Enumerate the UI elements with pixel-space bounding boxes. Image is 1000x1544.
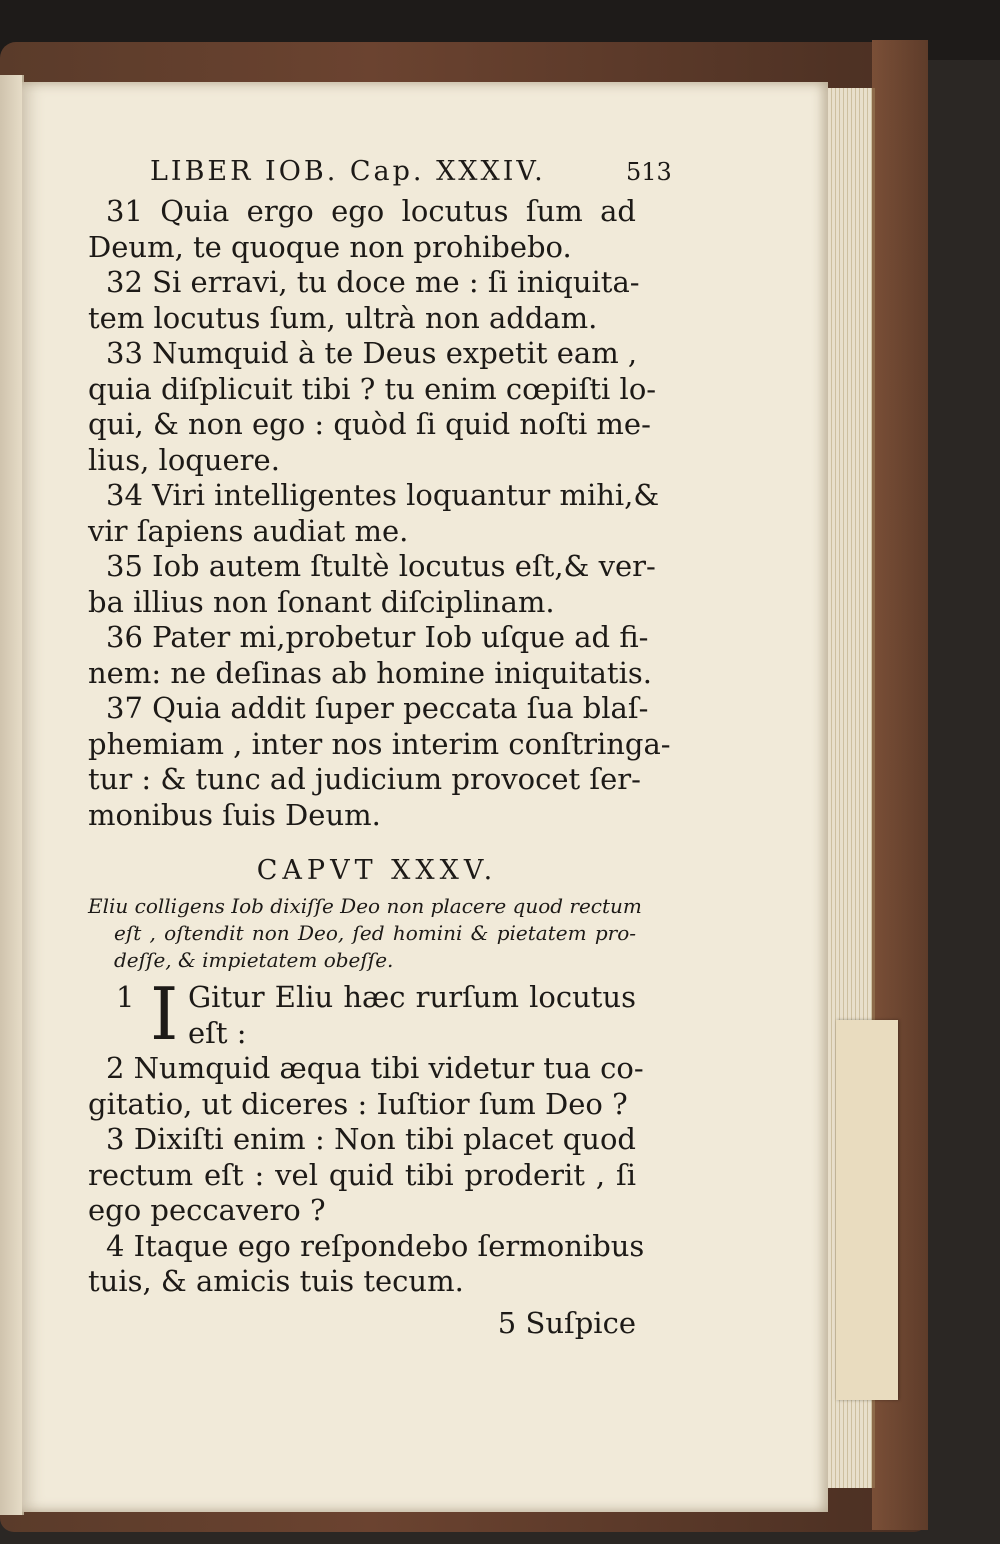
text-line: phemiam , inter nos interim conſtringa- [88, 726, 671, 761]
verse-33 [88, 336, 657, 478]
verse-37 [88, 691, 671, 833]
summary-line: deſſe, & impietatem obeſſe. [114, 948, 394, 972]
text-line: tur : & tunc ad judicium provocet ſer- [88, 762, 641, 796]
verse-32 [88, 265, 640, 336]
text-line: qui, & non ego : quòd ſi quid noſti me- [88, 407, 651, 441]
drop-cap-initial: I [150, 972, 179, 1056]
text-line: 35 Iob autem ſtultè locutus eſt,& ver- [106, 549, 656, 583]
text-line: quia diſplicuit tibi ? tu enim cœpiſti lo- [88, 371, 657, 406]
catchword: 5 Suſpice [497, 1305, 636, 1340]
text-line: 33 Numquid à te Deus expetit eam , [106, 336, 638, 370]
verse-31 [88, 194, 636, 265]
text-line: 2 Numquid æqua tibi videtur tua co- [106, 1051, 644, 1085]
text-line: ba illius non ſonant diſciplinam. [88, 584, 555, 619]
text-line: 31 Quia ergo ego locutus ſum ad [106, 194, 636, 228]
text-line: ego peccavero ? [88, 1193, 326, 1227]
running-head-title: LIBER IOB. Cap. XXXIV. [150, 156, 546, 187]
text-line: tem locutus ſum, ultrà non addam. [88, 300, 598, 335]
text-line: vir ſapiens audiat me. [88, 513, 409, 548]
text-block [88, 150, 672, 1341]
chapter-heading: CAPVT XXXV. [256, 855, 498, 886]
text-line: 3 Dixiſti enim : Non tibi placet quod [106, 1122, 636, 1156]
summary-line: Eliu colligens Iob dixiſſe Deo non placere quod rectum [88, 894, 642, 918]
text-line: Gitur Eliu hæc rurſum locutus [188, 980, 636, 1014]
page-number: 513 [626, 158, 672, 186]
text-line: 32 Si erravi, tu doce me : ſi iniquita- [106, 265, 640, 299]
left-page-edge [0, 75, 24, 1515]
text-line: eſt : [188, 1015, 247, 1050]
text-line: rectum eſt : vel quid tibi proderit , ſi [88, 1157, 636, 1192]
text-line: 4 Itaque ego reſpondebo ſermonibus [106, 1228, 645, 1263]
text-line: lius, loquere. [88, 442, 280, 477]
verse-number: 1 [116, 980, 135, 1014]
verse-4 [88, 1228, 645, 1300]
verse-3 [88, 1122, 636, 1229]
text-line: 34 Viri intelligentes loquantur mihi,& [106, 478, 660, 512]
verse-35 [88, 549, 656, 620]
text-line: 37 Quia addit ſuper peccata ſua blaſ- [106, 691, 649, 725]
running-head [150, 150, 672, 194]
text-line: nem: ne deſinas ab homine iniquitatis. [88, 655, 652, 690]
text-line: gitatio, ut diceres : Iuſtior ſum Deo ? [88, 1086, 628, 1121]
summary-line: eſt , oſtendit non Deo, ſed homini & pietatem pro- [114, 921, 636, 945]
verse-36 [88, 620, 652, 691]
verse-34 [88, 478, 660, 549]
text-line: monibus ſuis Deum. [88, 797, 381, 832]
text-line: 36 Pater mi,probetur Iob uſque ad fi- [106, 620, 649, 654]
text-line: tuis, & amicis tuis tecum. [88, 1264, 464, 1298]
chapter-summary [88, 893, 642, 974]
bookmark-slip [836, 1020, 898, 1400]
text-line: Deum, te quoque non prohibebo. [88, 229, 572, 264]
verse-2 [88, 1051, 644, 1122]
verse-1 [88, 972, 636, 1056]
